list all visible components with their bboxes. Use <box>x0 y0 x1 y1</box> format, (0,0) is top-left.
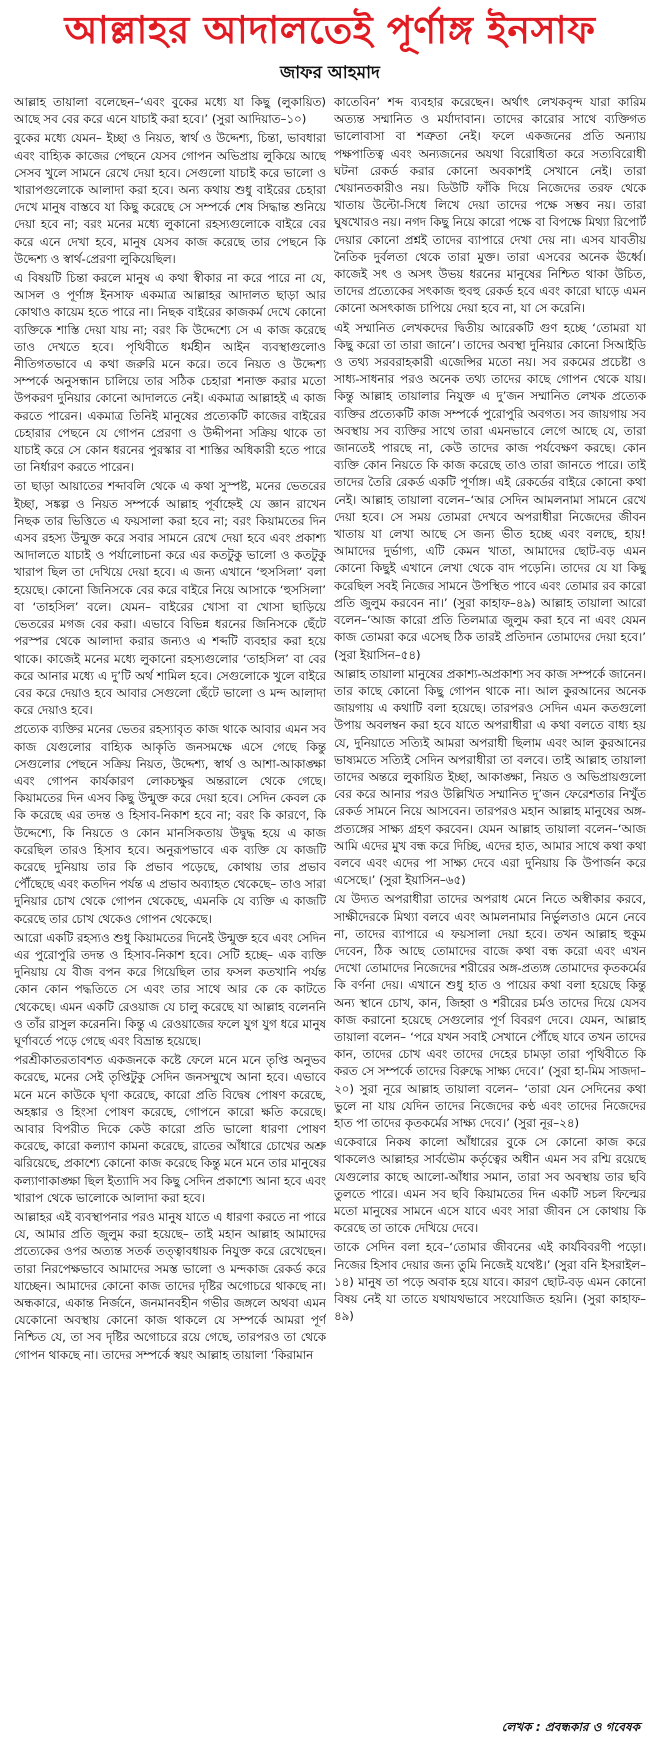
paragraph: এ বিষয়টি চিন্তা করলে মানুষ এ কথা স্বীকার না করে পারে না যে, আসল ও পূর্ণাঙ্গ ইনসাফ একমাত্র আল্লাহর আদালত ছাড়া আর কোথাও কায়েম হতে পারে না। নিছক বাইরের কাজকর্ম দেখে কোনো ব্যক্তিকে শাস্তি দেয়া যায় না; বরং কি উদ্দেশ্যে সে এ কাজ করেছে তাও দেখতে হবে। পৃথিবীতে ধর্মহীন আইন ব্যবস্থাগুলোও নীতিগতভাবে এ কথা জরুরি মনে করে। তবে নিয়ত ও উদ্দেশ্য সম্পর্কে অনুসন্ধান চালিয়ে তার সঠিক চেহারা শনাক্ত করার মতো উপকরণ দুনিয়ার কোনো আদালতে নেই। একমাত্র আল্লাহই এ কাজ করতে পারেন। একমাত্র তিনিই মানুষের প্রত্যেকটি কাজের বাইরের চেহারার পেছনে যে গোপন প্রেরণা ও উদ্দীপনা সক্রিয় থাকে তা যাচাই করে সে কোন ধরনের পুরস্কার বা শাস্তির অধিকারী হতে পারে তা নির্ধারণ করতে পারেন। <box>14 271 326 475</box>
paragraph: এই সম্মানিত লেখকদের দ্বিতীয় আরেকটি গুণ হচ্ছে ‘তোমরা যা কিছু করো তা তারা জানে’। তাদের অবস্থা দুনিয়ার কোনো সিআইডি ও তথ্য সরবরাহকারী এজেন্সির মতো নয়। সব রকমের প্রচেষ্টা ও সাধ্য-সাধনার পরও অনেক তথ্য তাদের কাছে গোপন থেকে যায়। কিন্তু আল্লাহ তায়ালার নিযুক্ত এ দু’জন সম্মানিত লেখক প্রত্যেক ব্যক্তির প্রত্যেকটি কাজ সম্পর্কে পুরোপুরি অবগত। সব জায়গায় সব অবস্থায় সব ব্যক্তির সাথে তারা এমনভাবে লেগে আছে যে, তারা জানতেই পারছে না, কেউ তাদের কাজ পর্যবেক্ষণ করছে। কোন ব্যক্তি কোন নিয়তে কি কাজ করেছে তাও তারা জানতে পারে। তাই তাদের তৈরি রেকর্ড একটি পূর্ণাঙ্গ। এই রেকর্ডের বাইরে কোনো কথা নেই। আল্লাহ তায়ালা বলেন–‘আর সেদিন আমলনামা সামনে রেখে দেয়া হবে। সে সময় তোমরা দেখবে অপরাধীরা নিজেদের জীবন খাতায় যা লেখা আছে সে জন্য ভীত হচ্ছে এবং বলছে, হায়! আমাদের দুর্ভাগ্য, এটি কেমন খাতা, আমাদের ছোট-বড় এমন কোনো কিছুই এখানে লেখা থেকে বাদ পড়েনি। তাদের যে যা কিছু করেছিল সবই নিজের সামনে উপস্থিত পাবে এবং তোমার রব কারো প্রতি জুলুম করবেন না।’ (সুরা কাহাফ–৪৯) আল্লাহ তায়ালা আরো বলেন–‘আজ কারো প্রতি তিলমাত্র জুলুম করা হবে না এবং যেমন কাজ তোমরা করে এসেছ ঠিক তারই প্রতিদান তোমাদের দেয়া হবে।’ (সুরা ইয়াসিন–৫৪) <box>334 320 646 662</box>
paragraph: তাকে সেদিন বলা হবে–‘তোমার জীবনের এই কার্যবিবরণী পড়ো। নিজের হিসাব দেয়ার জন্য তুমি নিজেই যথেষ্ট।’ (সুরা বনি ইসরাইল–১৪) মানুষ তা পড়ে অবাক হয়ে যাবে। কারণ ছোট-বড় এমন কোনো বিষয় নেই যা তাতে যথাযথভাবে সংযোজিত হয়নি। (সুরা কাহাফ–৪৯) <box>334 1240 646 1324</box>
paragraph: একেবারে নিকষ কালো আঁধারের বুকে সে কোনো কাজ করে থাকলেও আল্লাহর সার্বভৌম কর্তৃত্বের অধীন এমন সব রশ্মি রয়েছে যেগুলোর কাছে আলো-আঁধার সমান, তারা সব অবস্থায় তার ছবি তুলতে পারে। এমন সব ছবি কিয়ামতের দিন একটি সচল ফিল্মের মতো মানুষের সামনে এসে যাবে এবং সারা জীবন সে কোথায় কি করেছে তা তাকে দেখিয়ে দেবে। <box>334 1135 646 1236</box>
author-footer-note: লেখক : প্রবন্ধকার ও গবেষক <box>501 1720 640 1734</box>
paragraph: বুকের মধ্যে যেমন– ইচ্ছা ও নিয়ত, স্বার্থ ও উদ্দেশ্য, চিন্তা, ভাবধারা এবং বাহ্যিক কাজের পেছনে যেসব গোপন অভিপ্রায় লুকিয়ে আছে সেসব খুলে সামনে রেখে দেয়া হবে। সেগুলো যাচাই করে ভালো ও খারাপগুলোকে আলাদা করা হবে। অন্য কথায় শুধু বাইরের চেহারা দেখে মানুষ বাস্তবে যা কিছু করেছে সে সম্পর্কে শেষ সিদ্ধান্ত শুনিয়ে দেয়া হবে না; বরং মনের মধ্যে লুকানো রহস্যগুলোকে বাইরে বের করে এনে দেখা হবে, মানুষ যেসব কাজ করেছে তার পেছনে কি উদ্দেশ্য ও স্বার্থ-প্রেরণা লুকিয়েছিল। <box>14 131 326 266</box>
paragraph: তা ছাড়া আয়াতের শব্দাবলি থেকে এ কথা সুস্পষ্ট, মনের ভেতরের ইচ্ছা, সঙ্কল্প ও নিয়ত সম্পর্কে আল্লাহ পূর্বাহ্নেই যে জ্ঞান রাখেন নিছক তার ভিত্তিতে এ ফয়সালা করা হবে না; বরং কিয়ামতের দিন এসব রহস্য উন্মুক্ত করে সবার সামনে রেখে দেয়া হবে এবং প্রকাশ্য আদালতে যাচাই ও পর্যালোচনা করে এর কতটুকু ভালো ও কতটুকু খারাপ ছিল তা দেখিয়ে দেয়া হবে। এ জন্য এখানে ‘হুসসিলা’ বলা হয়েছে। কোনো জিনিসকে বের করে বাইরে নিয়ে আসাকে ‘হুসসিলা’ বা ‘তাহসিল’ বলে। যেমন– বাইরের খোসা বা খোসা ছাড়িয়ে ভেতরের মগজ বের করা। এভাবে বিভিন্ন ধরনের জিনিসকে ছেঁটে পরস্পর থেকে আলাদা করার জন্যও এ শব্দটি ব্যবহার করা হয়ে থাকে। কাজেই মনের মধ্যে লুকানো রহস্যগুলোর ‘তাহসিল’ বা বের করে আনার মধ্যে এ দু’টি অর্থ শামিল হবে। সেগুলোকে খুলে বাইরে বের করে দেয়াও হবে আবার সেগুলো ছেঁটে ভালো ও মন্দ আলাদা করে দেয়াও হবে। <box>14 479 326 718</box>
article-body <box>14 94 646 1694</box>
article-author: জাফর আহমাদ <box>280 63 380 83</box>
article-headline: আল্লাহর আদালতেই পূর্ণাঙ্গ ইনসাফ <box>64 8 596 52</box>
column-left <box>14 94 326 1694</box>
paragraph: আল্লাহ তায়ালা বলেছেন–‘এবং বুকের মধ্যে যা কিছু (লুকায়িত) আছে সব বের করে এনে যাচাই করা হবে।’ (সুরা আদিয়াত–১০) <box>14 95 326 127</box>
paragraph: কাতেবিন’ শব্দ ব্যবহার করেছেন। অর্থাৎ লেখকবৃন্দ যারা কারিম অত্যন্ত সম্মানিত ও মর্যাদাবান। তাদের কারোর সাথে ব্যক্তিগত ভালোবাসা বা শত্রুতা নেই। ফলে একজনের প্রতি অন্যায় পক্ষপাতিত্ব এবং অন্যজনের অযথা বিরোধিতা করে সত্যবিরোধী ঘটনা রেকর্ড করার কোনো অবকাশই সেখানে নেই। তারা খেয়ানতকারীও নয়। ডিউটি ফাঁকি দিয়ে নিজেদের তরফ থেকে খাতায় উল্টো-সিধে লিখে দেয়া তাদের পক্ষে সম্ভব নয়। তারা ঘুষখোরও নয়। নগদ কিছু নিয়ে কারো পক্ষে বা বিপক্ষে মিথ্যা রিপোর্ট দেয়ার কোনো প্রশ্নই তাদের ব্যাপারে দেখা দেয় না। এসব যাবতীয় নৈতিক দুর্বলতা থেকে তারা মুক্ত। তারা এসবের অনেক ঊর্ধ্বে। কাজেই সৎ ও অসৎ উভয় ধরনের মানুষের নিশ্চিত থাকা উচিত, তাদের প্রত্যেকের সৎকাজ হুবহু রেকর্ড হবে এবং কারো ঘাড়ে এমন কোনো অসৎকাজ চাপিয়ে দেয়া হবে না, যা সে করেনি। <box>334 95 646 316</box>
paragraph: যে উদ্যত অপরাধীরা তাদের অপরাধ মেনে নিতে অস্বীকার করবে, সাক্ষীদেরকে মিথ্যা বলবে এবং আমলনামার নির্ভুলতাও মেনে নেবে না, তাদের ব্যাপারে এ ফয়সালা দেয়া হবে। তখন আল্লাহ হুকুম দেবেন, ঠিক আছে তোমাদের বাজে কথা বন্ধ করো এবং এখন দেখো তোমাদের নিজেদের শরীরের অঙ্গ-প্রত্যঙ্গ তোমাদের কৃতকর্মের কি বর্ণনা দেয়। এখানে শুধু হাত ও পায়ের কথা বলা হয়েছে কিন্তু অন্য স্থানে চোখ, কান, জিহ্বা ও শরীরের চর্মও তাদের দিয়ে যেসব কাজ করানো হয়েছে সেগুলোর পূর্ণ বিবরণ দেবে। যেমন, আল্লাহ তায়ালা বলেন– ‘পরে যখন সবাই সেখানে পৌঁছে যাবে তখন তাদের কান, তাদের চোখ এবং তাদের দেহের চামড়া তারা পৃথিবীতে কি করত সে সম্পর্কে তাদের বিরুদ্ধে সাক্ষ্য দেবে।’ (সুরা হা-মিম সাজদা–২০) সুরা নূরে আল্লাহ তায়ালা বলেন– ‘তারা যেন সেদিনের কথা ভুলে না যায় যেদিন তাদের নিজেদের কণ্ঠ এবং তাদের নিজেদের হাত পা তাদের কৃতকর্মের সাক্ষ্য দেবে।’ (সুরা নূর–২৪) <box>334 892 646 1130</box>
paragraph: পরশ্রীকাতরতাবশত একজনকে কষ্টে ফেলে মনে মনে তৃপ্তি অনুভব করেছে, মনের সেই তৃপ্তিটুকু সেদিন জনসম্মুখে আনা হবে। এভাবে মনে মনে কাউকে ঘৃণা করেছে, কারো প্রতি বিদ্বেষ পোষণ করেছে, অহঙ্কার ও হিংসা পোষণ করেছে, গোপনে কারো ক্ষতি করেছে। আবার বিপরীত দিকে কেউ কারো প্রতি ভালো ধারণা পোষণ করেছে, কারো কল্যাণ কামনা করেছে, রাতের আঁধারে চোখের অশ্রু ঝরিয়েছে, প্রকাশ্যে কোনো কাজ করেছে কিন্তু মনে মনে তার মানুষের কল্যাণাকাঙ্ক্ষা ছিল ইত্যাদি সব কিছু সেদিন প্রকাশ্যে আনা হবে এবং খারাপ থেকে ভালোকে আলাদা করা হবে। <box>14 1053 326 1205</box>
paragraph: আল্লাহর এই ব্যবস্থাপনার পরও মানুষ যাতে এ ধারণা করতে না পারে যে, আমার প্রতি জুলুম করা হয়েছে– তাই মহান আল্লাহ আমাদের প্রত্যেকের ওপর অত্যন্ত সতর্ক তত্ত্বাবধায়ক নিযুক্ত করে রেখেছেন। তারা নিরপেক্ষভাবে আমাদের সমস্ত ভালো ও মন্দকাজ রেকর্ড করে যাচ্ছেন। আমাদের কোনো কাজ তাদের দৃষ্টির অগোচরে থাকছে না। অন্ধকারে, একান্ত নির্জনে, জনমানবহীন গভীর জঙ্গলে অথবা এমন যেকোনো অবস্থায় কোনো কাজ থাকলে যে সম্পর্কে আমরা পূর্ণ নিশ্চিত যে, তা সব দৃষ্টির অগোচরে রয়ে গেছে, তারপরও তা থেকে গোপন থাকছে না। তাদের সম্পর্কে স্বয়ং আল্লাহ তায়ালা ‘কিরামান <box>14 1210 326 1362</box>
paragraph: আল্লাহ তায়ালা মানুষের প্রকাশ্য-অপ্রকাশ্য সব কাজ সম্পর্কে জানেন। তার কাছে কোনো কিছু গোপন থাকে না। আল কুরআনের অনেক জায়গায় এ কথাটি বলা হয়েছে। তারপরও সেদিন এমন কতগুলো উপায় অবলম্বন করা হবে যাতে অপরাধীরা এ কথা বলতে বাধ্য হয় যে, দুনিয়াতে সত্যিই আমরা অপরাধী ছিলাম এবং আল কুরআনের ভাষ্যমতে সত্যিই সেদিন অপরাধীরা তা বলবে। তাই আল্লাহ তায়ালা তাদের অন্তরে লুকায়িত ইচ্ছা, আকাঙ্ক্ষা, নিয়ত ও অভিপ্রায়গুলো বের করে আনার পরও উল্লিখিত সম্মানিত দু’জন ফেরেশতার নিখুঁত রেকর্ড সামনে নিয়ে আসবেন। তারপরও মহান আল্লাহ মানুষের অঙ্গ-প্রত্যঙ্গের সাক্ষ্য গ্রহণ করবেন। যেমন আল্লাহ তায়ালা বলেন–‘আজ আমি এদের মুখ বন্ধ করে দিচ্ছি, এদের হাত, আমার সাথে কথা কথা বলবে এবং এদের পা সাক্ষ্য দেবে এরা দুনিয়ায় কি উপার্জন করে এসেছে।’ (সুরা ইয়াসিন–৬৫) <box>334 666 646 888</box>
paragraph: আরো একটি রহস্যও শুধু কিয়ামতের দিনেই উন্মুক্ত হবে এবং সেদিন এর পুরোপুরি তদন্ত ও হিসাব-নিকাশ হবে। সেটি হচ্ছে– এক ব্যক্তি দুনিয়ায় যে বীজ বপন করে গিয়েছিল তার ফসল কতখানি পর্যন্ত কোন কোন পদ্ধতিতে সে এবং তার সাথে আর কে কে কাটতে থেকেছে। এমন একটি রেওয়াজ যে চালু করেছে যা আল্লাহ বলেননি ও তাঁর রাসুল করেননি। কিন্তু এ রেওয়াজের ফলে যুগ যুগ ধরে মানুষ ঘূর্ণাবর্তে পড়ে গেছে এবং বিভ্রান্ত হয়েছে। <box>14 930 326 1048</box>
column-right <box>334 94 646 1694</box>
article-page <box>0 4 660 1745</box>
paragraph: প্রত্যেক ব্যক্তির মনের ভেতর রহস্যাবৃত কাজ থাকে আবার এমন সব কাজ যেগুলোর বাহ্যিক আকৃতি জনসমক্ষে এসে গেছে কিন্তু সেগুলোর পেছনে সক্রিয় নিয়ত, উদ্দেশ্য, স্বার্থ ও আশা-আকাঙ্ক্ষা এবং গোপন কার্যকারণ লোকচক্ষুর অন্তরালে থেকে গেছে। কিয়ামতের দিন এসব কিছু উন্মুক্ত করে দেয়া হবে। সেদিন কেবল কে কি করেছে এর তদন্ত ও হিসাব-নিকাশ হবে না; বরং কি কারণে, কি উদ্দেশ্যে, কি নিয়তে ও কোন মানসিকতায় উদ্বুদ্ধ হয়ে এ কাজ করেছিল তারও হিসাব হবে। অনুরূপভাবে এক ব্যক্তি যে কাজটি করেছে দুনিয়ায় তার কি প্রভাব পড়েছে, কোথায় তার প্রভাব পৌঁছেছে এবং কতদিন পর্যন্ত এ প্রভাব অব্যাহত থেকেছে– তাও সারা দুনিয়ার চোখ থেকে গোপন থেকেছে, এমনকি যে ব্যক্তি এ কাজটি করেছে তার চোখ থেকেও গোপন থেকেছে। <box>14 722 326 926</box>
